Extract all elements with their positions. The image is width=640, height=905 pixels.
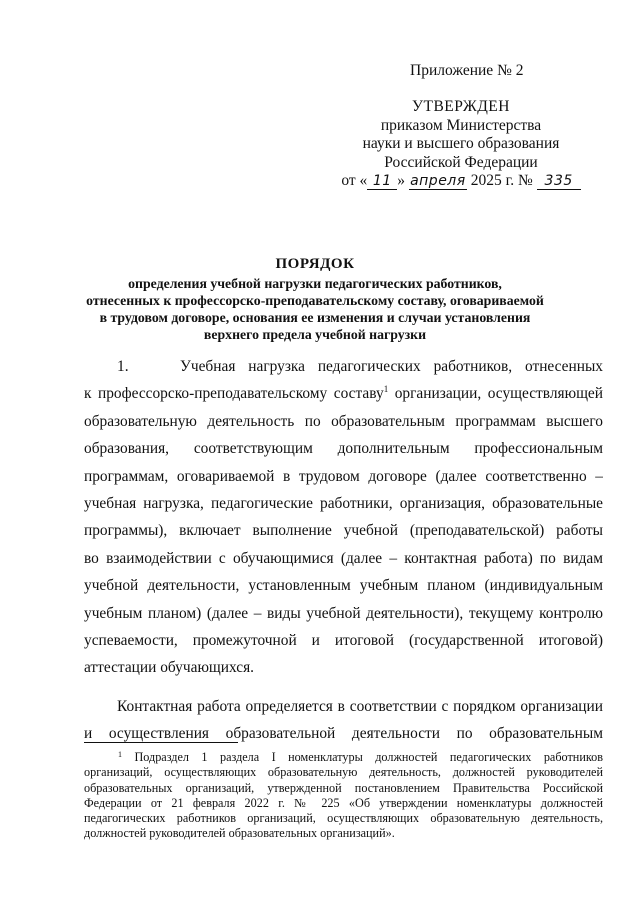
- date-mid: »: [397, 172, 406, 189]
- footnote-line: Федерации от 21 февраля 2022 г. № 225 «Об утверждении номенклатуры должностей: [84, 795, 603, 810]
- paragraph-line: образования, соответствующим дополнительным профессиональным: [84, 440, 603, 458]
- paragraph-line: 1. Учебная нагрузка педагогических работников, отнесенных: [117, 358, 603, 375]
- order-date-line: [330, 172, 592, 191]
- paragraph-line: аттестации обучающихся.: [84, 659, 255, 677]
- approval-block: [330, 98, 592, 191]
- text-fragment: Подраздел 1 раздела I номенклатуры должностей педагогических работников: [122, 750, 603, 764]
- subtitle-line: в трудовом договоре, основания ее изменения и случаи установления: [99, 310, 531, 325]
- paragraph-line: образовательную деятельность по образовательным программам высшего: [84, 412, 603, 430]
- footnote-line: организаций, осуществляющих образовательную деятельность, должностей руководителей: [84, 765, 603, 780]
- footnote-line: [84, 750, 603, 765]
- order-line: Российской Федерации: [384, 153, 538, 171]
- footnote-divider: [84, 742, 238, 743]
- order-line: науки и высшего образования: [362, 135, 560, 152]
- text-fragment: организации, осуществляющей: [388, 385, 603, 403]
- footnote-line: педагогических работников организаций, осуществляющих образовательную деятельность,: [84, 811, 603, 826]
- paragraph-line-with-footnote: [84, 380, 603, 407]
- appendix-label: Приложение № 2: [410, 62, 524, 79]
- order-month: апреля: [410, 173, 466, 189]
- body-text: [84, 353, 603, 747]
- footnote-marker: 1: [118, 750, 122, 759]
- footnote: [84, 750, 603, 842]
- paragraph-line: учебная нагрузка, педагогические работники, организация, образовательные: [84, 494, 603, 512]
- approved-heading: УТВЕРЖДЕН: [412, 98, 510, 115]
- document-title: ПОРЯДОК: [275, 256, 355, 272]
- order-line: приказом Министерства: [380, 116, 542, 134]
- subtitle-line: определения учебной нагрузки педагогических работников,: [128, 276, 502, 291]
- paragraph-line: успеваемости, промежуточной и итоговой (государственной итоговой): [84, 631, 603, 649]
- order-year: 2025 г. №: [470, 172, 533, 189]
- paragraph-line: программы), включает выполнение учебной (преподавательской) работы: [84, 522, 603, 540]
- paragraph-line: учебным планом) (далее – виды учебной деятельности), текущему контролю: [84, 604, 603, 622]
- text-fragment: к профессорско-преподавательскому составу: [84, 385, 384, 403]
- order-day: 11: [367, 173, 397, 190]
- paragraph-line: Контактная работа определяется в соответствии с порядком организации: [117, 697, 603, 715]
- paragraph-line: программам, оговариваемой в трудовом договоре (далее соответственно –: [84, 467, 603, 485]
- footnote-reference: 1: [383, 384, 389, 395]
- paragraph-line: и осуществления образовательной деятельности по образовательным: [84, 725, 603, 743]
- paragraph-line: учебной деятельности, установленным учебным планом (индивидуальным: [84, 577, 603, 595]
- subtitle-line: отнесенных к профессорско-преподавательскому составу, оговариваемой: [86, 293, 544, 308]
- date-prefix: от «: [341, 172, 368, 189]
- document-subtitle: [70, 275, 560, 343]
- paragraph-line: во взаимодействии с обучающимися (далее – контактная работа) по видам: [84, 549, 603, 567]
- order-number: 335: [537, 173, 581, 190]
- footnote-line: должностей руководителей образовательных организаций».: [84, 826, 395, 841]
- subtitle-line: верхнего предела учебной нагрузки: [203, 327, 427, 342]
- footnote-line: образовательных организаций, утвержденной постановлением Правительства Российской: [84, 780, 603, 795]
